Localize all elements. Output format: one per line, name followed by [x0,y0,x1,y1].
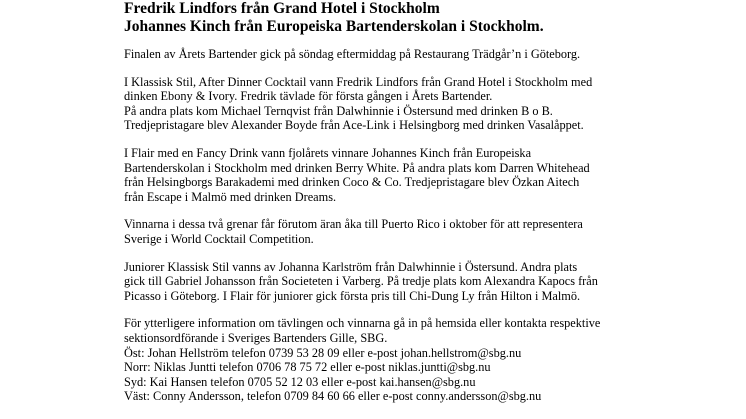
paragraph-flair [124,146,734,204]
text-line: I Flair med en Fancy Drink vann fjolårets vinnare Johannes Kinch från Europeiska [124,145,532,160]
contact-line-norr: Norr: Niklas Juntti telefon 0706 78 75 72 eller e-post niklas.juntti@sbg.nu [124,360,491,375]
text-line: från Helsingborgs Barakademi med drinken Coco & Co. Tredjepristagare blev Özkan Aitech [124,175,580,190]
paragraph-intro [124,47,734,62]
text-line: från Escape i Malmö med drinken Dreams. [124,189,337,204]
text-line: dinken Ebony & Ivory. Fredrik tävlade för första gången i Årets Bartender. [124,89,493,104]
text-line: sektionsordförande i Sveriges Bartenders Gille, SBG. [124,330,388,345]
paragraph-juniorer [124,260,734,304]
document-page [124,0,734,404]
text-line: Sverige i World Cocktail Competition. [124,231,314,246]
text-line: Juniorer Klassisk Stil vanns av Johanna Karlström från Dalwhinnie i Östersund. Andra plats [124,259,578,274]
text-line: Vinnarna i dessa två grenar får förutom äran åka till Puerto Rico i oktober för att representera [124,217,583,232]
text-line: I Klassisk Stil, After Dinner Cocktail vann Fredrik Lindfors från Grand Hotel i Stockholm med [124,74,593,89]
contact-line-ost: Öst: Johan Hellström telefon 0739 53 28 09 eller e-post johan.hellstrom@sbg.nu [124,345,522,360]
text-line: På andra plats kom Michael Ternqvist från Dalwhinnie i Östersund med drinken B o B. [124,103,553,118]
paragraph-puerto-rico [124,217,734,246]
paragraph-contacts [124,316,734,404]
contact-line-syd: Syd: Kai Hansen telefon 0705 52 12 03 eller e-post kai.hansen@sbg.nu [124,374,476,389]
text-line: Finalen av Årets Bartender gick på söndag eftermiddag på Restaurang Trädgår’n i Göteborg. [124,47,581,61]
contact-line-vast: Väst: Conny Andersson, telefon 0709 84 60 66 eller e-post conny.andersson@sbg.nu [124,389,542,404]
heading-line-1: Fredrik Lindfors från Grand Hotel i Stockholm [124,0,440,17]
text-line: Bartenderskolan i Stockholm med drinken Berry White. På andra plats kom Darren Whitehead [124,160,590,175]
text-line: För ytterligere information om tävlingen och vinnarna gå in på hemsida eller kontakta respektive [124,316,601,331]
text-line: Picasso i Göteborg. I Flair för juniorer gick första pris till Chi-Dung Ly från Hilton i Malmö. [124,288,581,303]
heading-line-2: Johannes Kinch från Europeiska Bartenderskolan i Stockholm. [124,18,544,35]
paragraph-klassisk-stil [124,75,734,133]
text-line: gick till Gabriel Johansson från Societeten i Varberg. På tredje plats kom Alexandra Kapocs från [124,274,598,289]
text-line: Tredjepristagare blev Alexander Boyde från Ace-Link i Helsingborg med drinken Vasalåppet. [124,118,584,133]
document-heading [124,0,734,36]
